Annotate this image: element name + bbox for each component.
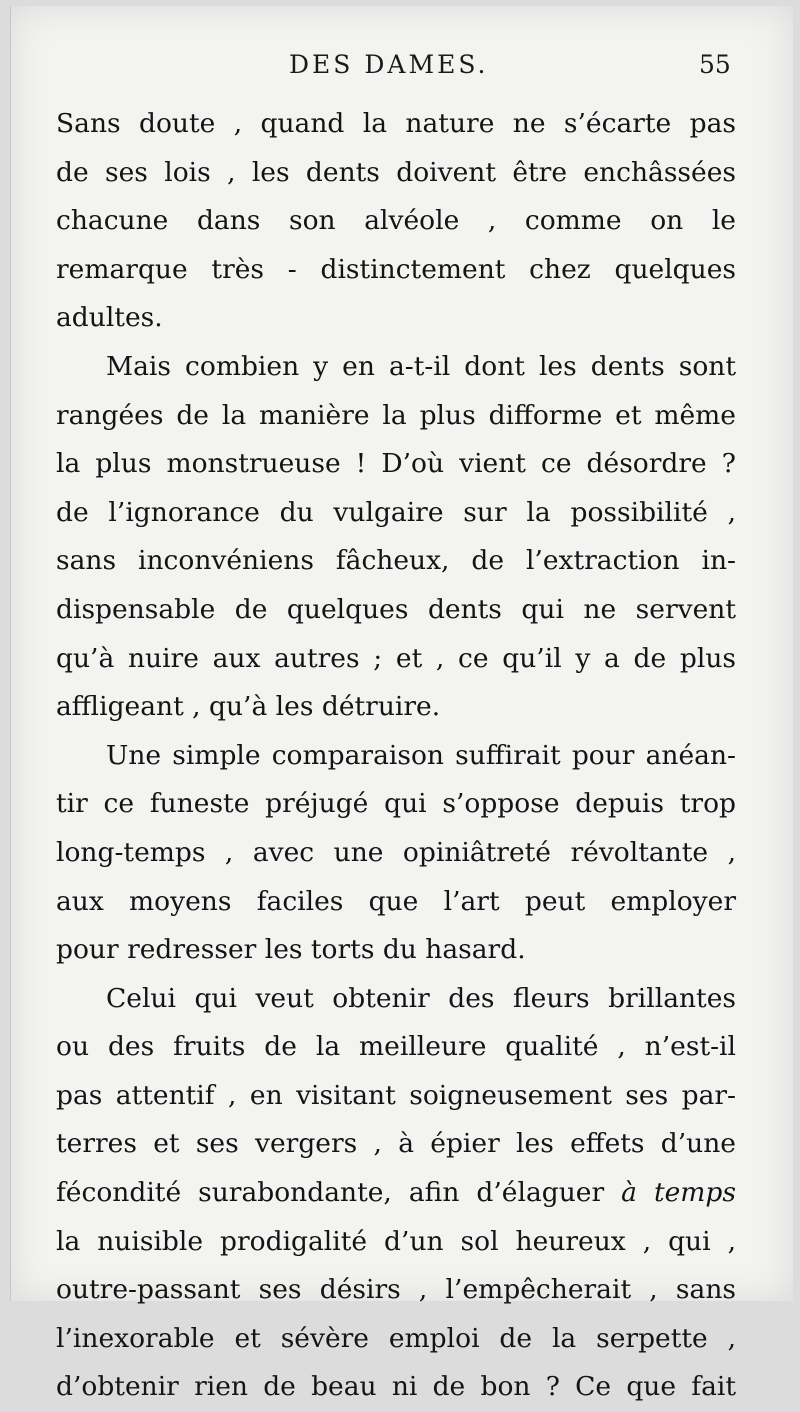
- text-line: sans inconvéniens fâcheux, de l’extraction in-: [56, 545, 736, 577]
- text-line: rangées de la manière la plus difforme et même: [56, 399, 736, 431]
- running-title: DES DAMES.: [289, 50, 489, 79]
- text-line: Sans doute , quand la nature ne s’écarte pas: [56, 108, 736, 139]
- text-line: chacune dans son alvéole , comme on le: [56, 205, 736, 237]
- text-line: adultes.: [56, 302, 163, 334]
- italic-text: à temps: [621, 1177, 736, 1209]
- text-line: tir ce funeste préjugé qui s’oppose depuis trop: [56, 788, 736, 820]
- text-line: l’inexorable et sévère emploi de la serpette ,: [56, 1322, 736, 1354]
- text-line: aux moyens faciles que l’art peut employer: [56, 885, 736, 917]
- text-line: de ses lois , les dents doivent être enchâssées: [56, 156, 736, 188]
- text-line: Une simple comparaison suffirait pour anéan-: [106, 739, 736, 771]
- text-line: Mais combien y en a-t-il dont les dents sont: [106, 350, 736, 382]
- text-line: de l’ignorance du vulgaire sur la possibilité ,: [56, 496, 736, 528]
- text-line: Celui qui veut obtenir des fleurs brillantes: [106, 982, 736, 1014]
- text-line: d’obtenir rien de beau ni de bon ? Ce que fait: [56, 1371, 736, 1403]
- book-page: [10, 6, 793, 1403]
- text-line: la nuisible prodigalité d’un sol heureux , qui ,: [56, 1225, 736, 1257]
- text-line: [56, 1169, 736, 1218]
- running-head: [11, 50, 793, 90]
- text-line: terres et ses vergers , à épier les effets d’une: [56, 1128, 736, 1160]
- text-line: pour redresser les torts du hasard.: [56, 934, 526, 966]
- text-line: affligeant , qu’à les détruire.: [56, 691, 441, 723]
- text-line: la plus monstrueuse ! D’où vient ce désordre ?: [56, 448, 736, 480]
- text-line: long-temps , avec une opiniâtreté révoltante ,: [56, 836, 736, 868]
- text-line: dispensable de quelques dents qui ne servent: [56, 593, 736, 625]
- text-segment: fécondité surabondante, afin d’élaguer: [56, 1177, 605, 1209]
- text-line: outre-passant ses désirs , l’empêcherait , sans: [56, 1274, 736, 1306]
- body-text: [56, 100, 736, 1412]
- page-number: 55: [699, 50, 731, 79]
- text-line: pas attentif , en visitant soigneusement ses par-: [56, 1079, 736, 1111]
- text-line: remarque très - distinctement chez quelques: [56, 253, 736, 285]
- text-line: ou des fruits de la meilleure qualité , n’est-il: [56, 1031, 736, 1063]
- text-line: qu’à nuire aux autres ; et , ce qu’il y a de plus: [56, 642, 736, 674]
